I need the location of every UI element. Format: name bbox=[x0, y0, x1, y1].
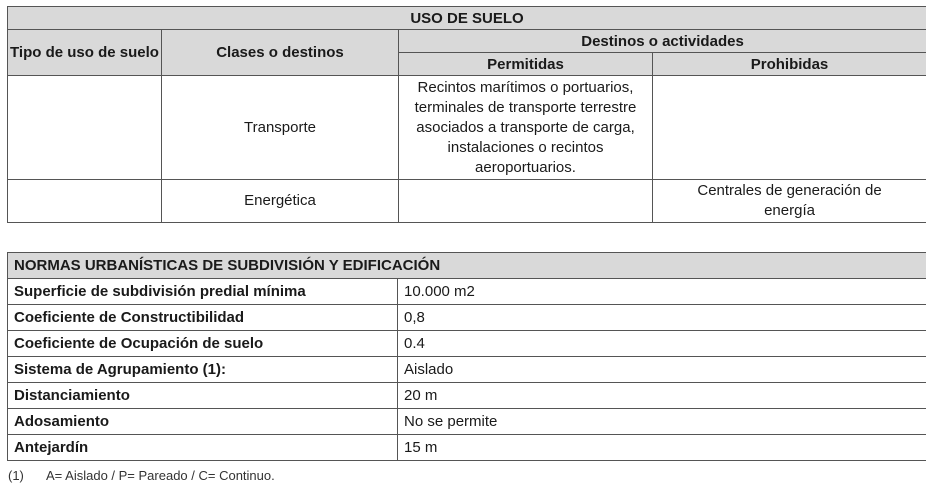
normas-title: NORMAS URBANÍSTICAS DE SUBDIVISIÓN Y EDIFICACIÓN bbox=[8, 253, 926, 279]
norma-label: Coeficiente de Ocupación de suelo bbox=[8, 331, 398, 357]
table-row bbox=[8, 305, 926, 331]
footnote bbox=[8, 468, 275, 483]
col-destinos-header: Destinos o actividades bbox=[399, 30, 926, 53]
clase-cell: Transporte bbox=[162, 76, 399, 180]
uso-de-suelo-table bbox=[7, 6, 926, 223]
table-row bbox=[8, 435, 926, 461]
col-clases-header: Clases o destinos bbox=[162, 30, 399, 76]
col-permitidas-header: Permitidas bbox=[399, 53, 653, 76]
norma-label: Superficie de subdivisión predial mínima bbox=[8, 279, 398, 305]
norma-value: No se permite bbox=[398, 409, 926, 435]
uso-de-suelo-title: USO DE SUELO bbox=[8, 7, 926, 30]
table-row bbox=[8, 331, 926, 357]
norma-label: Sistema de Agrupamiento (1): bbox=[8, 357, 398, 383]
footnote-marker: (1) bbox=[8, 468, 24, 483]
table-row bbox=[8, 180, 926, 223]
norma-label: Coeficiente de Constructibilidad bbox=[8, 305, 398, 331]
col-tipo-header: Tipo de uso de suelo bbox=[8, 30, 162, 76]
table-row bbox=[8, 279, 926, 305]
norma-value: 0,8 bbox=[398, 305, 926, 331]
table-row bbox=[8, 357, 926, 383]
prohibidas-cell: Centrales de generación de energía bbox=[653, 180, 926, 223]
permitidas-cell: Recintos marítimos o portuarios, terminales de transporte terrestre asociados a transporte de carga, instalaciones o recintos aeroportuarios. bbox=[399, 76, 653, 180]
norma-value: 15 m bbox=[398, 435, 926, 461]
tipo-cell bbox=[8, 180, 162, 223]
norma-value: 20 m bbox=[398, 383, 926, 409]
tipo-cell bbox=[8, 76, 162, 180]
prohibidas-cell bbox=[653, 76, 926, 180]
footnote-text: A= Aislado / P= Pareado / C= Continuo. bbox=[46, 468, 275, 483]
table-row bbox=[8, 383, 926, 409]
clase-cell: Energética bbox=[162, 180, 399, 223]
permitidas-cell bbox=[399, 180, 653, 223]
norma-value: 0.4 bbox=[398, 331, 926, 357]
norma-label: Antejardín bbox=[8, 435, 398, 461]
col-prohibidas-header: Prohibidas bbox=[653, 53, 926, 76]
norma-value: Aislado bbox=[398, 357, 926, 383]
normas-urbanisticas-table bbox=[7, 252, 926, 461]
table-row bbox=[8, 76, 926, 180]
table-row bbox=[8, 409, 926, 435]
norma-label: Distanciamiento bbox=[8, 383, 398, 409]
norma-label: Adosamiento bbox=[8, 409, 398, 435]
norma-value: 10.000 m2 bbox=[398, 279, 926, 305]
